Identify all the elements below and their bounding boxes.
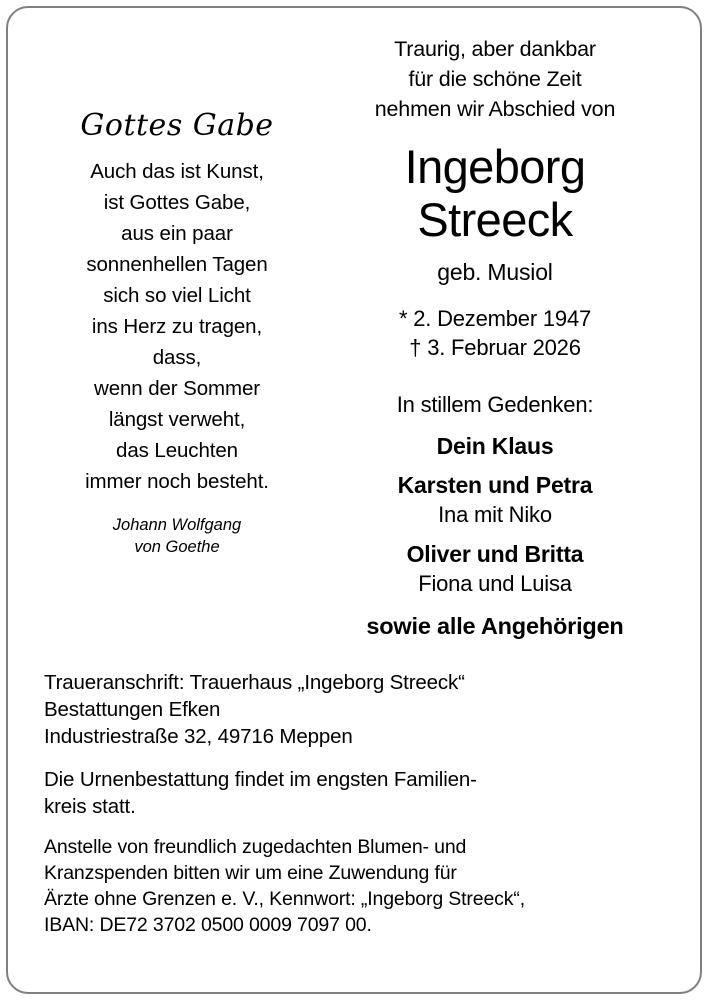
intro-line: nehmen wir Abschied von — [374, 97, 616, 121]
poem-line: wenn der Sommer — [94, 376, 260, 400]
deceased-maiden-name: geb. Musiol — [437, 259, 553, 285]
poem-line: immer noch besteht. — [85, 469, 269, 493]
announcement-column — [316, 28, 670, 641]
poem-line: ins Herz zu tragen, — [91, 314, 263, 338]
mourning-address-line: Traueranschrift: Trauerhaus „Ingeborg Streeck“ — [44, 671, 465, 694]
burial-info-line: Die Urnenbestattung findet im engsten Familien- — [44, 768, 477, 791]
donation-iban-line: IBAN: DE72 3702 0500 0009 7097 00. — [44, 914, 372, 936]
poem-column — [38, 28, 316, 558]
notice-content — [6, 6, 702, 994]
mourner-entry: Ina mit Niko — [438, 502, 552, 527]
poem-author-line: Johann Wolfgang — [112, 515, 242, 534]
remembrance-heading: In stillem Gedenken: — [396, 392, 594, 417]
poem-line: sich so viel Licht — [103, 283, 251, 307]
mourner-entry: Karsten und Petra — [397, 472, 593, 498]
mourning-address-line: Industriestraße 32, 49716 Meppen — [44, 725, 353, 748]
poem-line: ist Gottes Gabe, — [103, 190, 251, 214]
donation-info-block — [44, 834, 666, 938]
poem-title: Gottes Gabe — [80, 108, 274, 143]
deceased-first-name: Ingeborg — [404, 140, 586, 193]
mourner-entry: Dein Klaus — [436, 433, 554, 459]
deceased-name — [320, 140, 670, 246]
poem-line: das Leuchten — [116, 438, 238, 462]
mourner-entry: Fiona und Luisa — [418, 571, 572, 596]
burial-info-line: kreis statt. — [44, 795, 136, 818]
death-date: † 3. Februar 2026 — [409, 335, 581, 360]
mourning-address-line: Bestattungen Efken — [44, 698, 221, 721]
deceased-last-name: Streeck — [417, 193, 573, 246]
poem-line: aus ein paar — [121, 221, 233, 245]
donation-info-line: Anstelle von freundlich zugedachten Blumen- und — [44, 836, 467, 858]
donation-info-line: Ärzte ohne Grenzen e. V., Kennwort: „Ingeborg Streeck“, — [44, 888, 525, 910]
intro-line: Traurig, aber dankbar — [394, 37, 596, 61]
mourners-list — [320, 431, 670, 641]
mourner-entry: Oliver und Britta — [406, 541, 584, 567]
poem-line: längst verweht, — [108, 407, 246, 431]
burial-info-block — [44, 766, 666, 820]
life-dates — [320, 304, 670, 362]
donation-info-line: Kranzspenden bitten wir um eine Zuwendung für — [44, 862, 457, 884]
upper-section — [38, 28, 670, 641]
footer-section — [38, 669, 670, 952]
announcement-intro — [320, 34, 670, 124]
poem-body — [38, 156, 316, 497]
intro-line: für die schöne Zeit — [408, 67, 582, 91]
poem-author — [38, 514, 316, 558]
poem-line: dass, — [152, 345, 202, 369]
poem-line: Auch das ist Kunst, — [90, 159, 264, 183]
mourning-address-block — [44, 669, 666, 750]
mourners-final-line: sowie alle Angehörigen — [366, 613, 624, 639]
birth-date: * 2. Dezember 1947 — [398, 306, 592, 331]
poem-author-line: von Goethe — [134, 537, 220, 556]
poem-line: sonnenhellen Tagen — [86, 252, 268, 276]
